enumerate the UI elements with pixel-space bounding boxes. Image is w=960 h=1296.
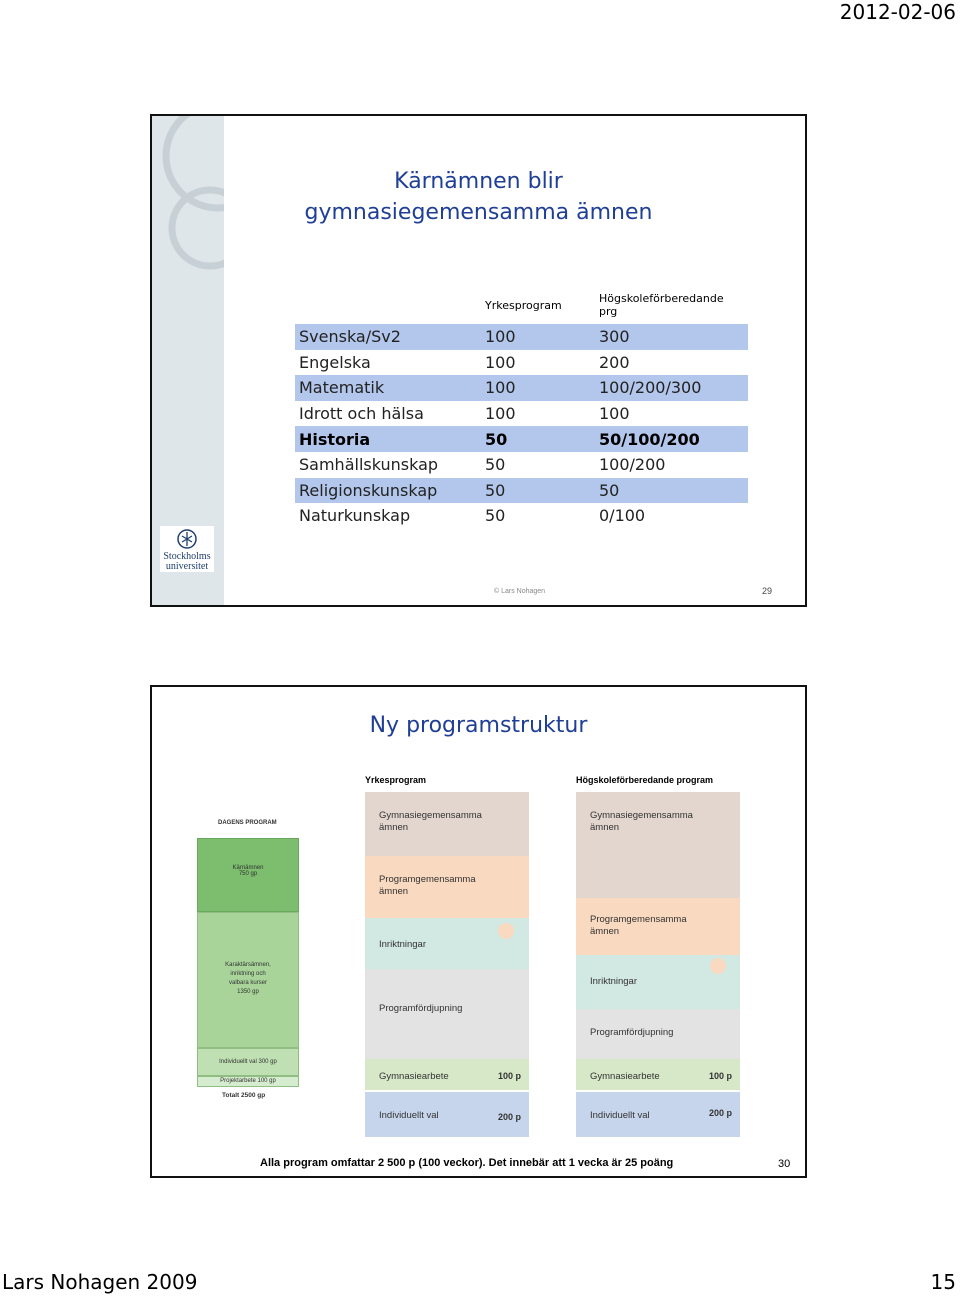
col-hogskole: Högskoleförberedande prg: [599, 292, 724, 318]
block-points: 100 p: [708, 1071, 732, 1081]
table-row: [295, 401, 748, 427]
puzzle-knob: [498, 1040, 514, 1056]
dagens-total: Totalt 2500 gp: [222, 1092, 266, 1099]
cell-subject: Samhällskunskap: [299, 455, 439, 475]
table-header: [295, 292, 748, 324]
dagens-kar-line: valbara kurser: [228, 980, 267, 986]
table-row: [295, 324, 748, 350]
dagens-karnamnen: [197, 838, 299, 912]
dagens-karn-label: Kärnämnen: [232, 865, 264, 871]
cell-subject: Engelska: [299, 352, 371, 372]
subject-table: [295, 292, 748, 529]
block-label: Gymnasiearbete: [590, 1071, 660, 1082]
puzzle-knob: [674, 877, 690, 893]
cell-subject: Historia: [295, 426, 481, 452]
dagens-karn-gp: 750 gp: [238, 871, 258, 877]
page-date: 2012-02-06: [839, 0, 956, 24]
cell-yrke: 100: [481, 375, 595, 401]
block-label: Inriktningar: [590, 976, 637, 987]
block-label: Gymnasiearbete: [379, 1071, 449, 1082]
cell-hogskole: 100/200/300: [595, 375, 748, 401]
title-line-1: Kärnämnen blir: [394, 169, 563, 194]
puzzle-knob: [710, 958, 726, 974]
block-label: Programfördjupning: [590, 1027, 674, 1038]
university-logo: [160, 526, 214, 572]
puzzle-knob: [498, 923, 514, 939]
dagens-projekt: Projektarbete 100 gp: [197, 1076, 299, 1087]
page-footer-number: 15: [930, 1270, 956, 1294]
block-label: Gymnasiegemensamma: [590, 810, 693, 821]
logo-text-line-2: universitet: [165, 561, 209, 572]
col-yrkesprogram: Yrkesprogram: [485, 298, 562, 312]
puzzle-knob: [460, 833, 476, 849]
table-row: [295, 375, 748, 401]
cell-hogskole: 100: [599, 404, 630, 424]
cell-hogskole: 100/200: [599, 455, 666, 475]
block-points: 200 p: [497, 1112, 521, 1122]
dagens-kar-line: Karaktärsämnen,: [225, 962, 271, 968]
cell-yrke: 100: [481, 324, 595, 350]
dagens-kar-line: 1350 gp: [237, 989, 259, 995]
block-label: ämnen: [590, 926, 620, 937]
yrke-gymnasiearbete: [365, 1059, 529, 1090]
block-label: Individuellt val: [379, 1110, 439, 1121]
cell-subject: Svenska/Sv2: [295, 324, 481, 350]
cell-yrke: 50: [485, 506, 506, 526]
table-row: [295, 426, 748, 452]
slide-title: [152, 166, 805, 228]
cell-hogskole: 50: [595, 478, 748, 504]
yrke-programgemensamma: [365, 856, 529, 918]
cell-yrke: 100: [485, 404, 516, 424]
hogskole-gymnasiearbete: [576, 1059, 740, 1090]
puzzle-knob: [448, 951, 464, 967]
slide-number: 30: [778, 1158, 791, 1170]
table-row: [295, 478, 748, 504]
cell-yrke: 50: [481, 426, 595, 452]
block-label: Inriktningar: [379, 939, 426, 950]
cell-subject: Matematik: [295, 375, 481, 401]
dagens-karaktarsamnen: [197, 912, 299, 1048]
slide-number: 29: [762, 586, 773, 596]
page-footer-author: Lars Nohagen 2009: [2, 1270, 198, 1294]
table-row: [295, 350, 748, 376]
title-line-2: gymnasiegemensamma ämnen: [304, 200, 653, 225]
slide-29: [150, 114, 807, 607]
block-points: 100 p: [497, 1071, 521, 1081]
cell-yrke: 50: [481, 478, 595, 504]
heading-hogskole: Högskoleförberedande program: [576, 775, 714, 785]
block-label: Individuellt val: [590, 1110, 650, 1121]
heading-yrkesprogram: Yrkesprogram: [365, 775, 427, 785]
yrke-individuellt-val: [365, 1092, 529, 1137]
cell-subject: Naturkunskap: [299, 506, 411, 526]
block-label: Programgemensamma: [590, 914, 687, 925]
table-row: [295, 503, 748, 529]
slide-30: [150, 685, 807, 1178]
crest-icon: [176, 528, 198, 550]
cell-subject: Idrott och hälsa: [299, 404, 424, 424]
cell-yrke: 50: [485, 455, 506, 475]
hogskole-individuellt-val: [576, 1092, 740, 1137]
cell-yrke: 100: [485, 352, 516, 372]
copyright: © Lars Nohagen: [494, 588, 546, 595]
hogskole-gymnasiegemensamma: [576, 792, 740, 898]
table-row: [295, 452, 748, 478]
yrke-gymnasiegemensamma: [365, 792, 529, 856]
cell-hogskole: 200: [599, 352, 630, 372]
block-label: ämnen: [379, 822, 409, 833]
dagens-kar-line: inriktning och: [230, 971, 266, 977]
cell-hogskole: 0/100: [599, 506, 646, 526]
block-label: Programgemensamma: [379, 874, 476, 885]
hogskole-programgemensamma: [576, 898, 740, 955]
block-label: Programfördjupning: [379, 1003, 463, 1014]
col-subject: [295, 292, 481, 324]
slide-caption: Alla program omfattar 2 500 p (100 veckor). Det innebär att 1 vecka är 25 poäng: [260, 1157, 674, 1169]
block-points: 200 p: [708, 1108, 732, 1118]
cell-hogskole: 50/100/200: [595, 426, 748, 452]
slide-title: Ny programstruktur: [369, 713, 588, 738]
block-label: ämnen: [379, 886, 409, 897]
puzzle-knob: [710, 1040, 726, 1056]
block-label: Gymnasiegemensamma: [379, 810, 482, 821]
dagens-individuellt: Individuellt val 300 gp: [197, 1048, 299, 1076]
cell-subject: Religionskunskap: [295, 478, 481, 504]
block-label: ämnen: [590, 822, 620, 833]
cell-hogskole: 300: [595, 324, 748, 350]
logo-text-line-1: Stockholms: [163, 551, 211, 562]
dagens-program-heading: DAGENS PROGRAM: [218, 820, 277, 826]
